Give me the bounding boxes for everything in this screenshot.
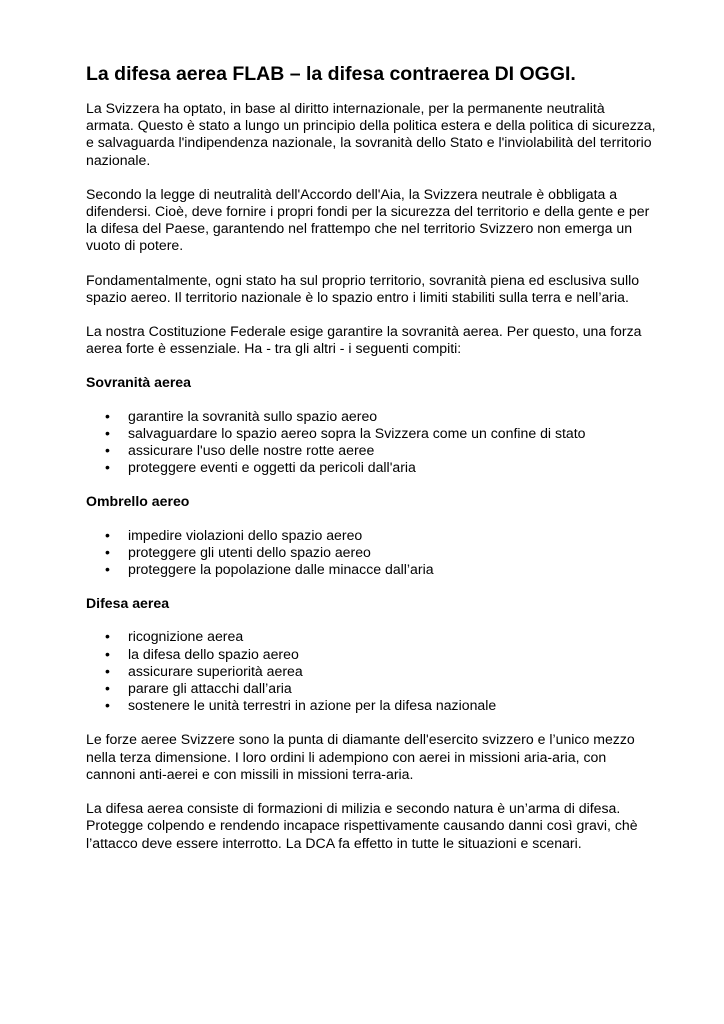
section-heading-difesa: Difesa aerea [86,595,170,612]
bullet-icon: • [105,662,110,679]
bullet-list-sovranita [86,408,656,477]
bullet-icon: • [105,543,110,560]
intro-paragraph: Secondo la legge di neutralità dell'Accordo dell'Aia, la Svizzera neutrale è obbligata a difendersi. Cioè, deve fornire i propri fondi per la sicurezza del territorio e della gente e per la difesa del Paese, garantendo nel frattempo che nel territorio Svizzero non emerga un vuoto di potere. [86,185,650,254]
closing-paragraph: La difesa aerea consiste di formazioni di milizia e secondo natura è un’arma di difesa. Protegge colpendo e rendendo incapace rispettivamente causando danni così gravi, chè l’attacco deve essere interrotto. La DCA fa effetto in tutte le situazioni e scenari. [86,800,638,851]
bullet-icon: • [105,526,110,543]
list-item-text: impedire violazioni dello spazio aereo [128,526,363,543]
list-item [86,527,656,544]
list-item-text: garantire la sovranità sullo spazio aereo [128,407,378,424]
list-item [86,646,656,663]
bullet-icon: • [105,407,110,424]
closing-paragraph: Le forze aeree Svizzere sono la punta di diamante dell'esercito svizzero e l’unico mezzo nella terza dimensione. I loro ordini li adempiono con aerei in missioni aria-aria, con cannoni anti-aerei e con missili in missioni terra-aria. [86,731,635,782]
list-item [86,628,656,645]
list-item-text: la difesa dello spazio aereo [128,645,299,662]
list-item [86,561,656,578]
document-title: La difesa aerea FLAB – la difesa contraerea DI OGGI. [86,63,576,85]
list-item-text: ricognizione aerea [128,628,244,645]
list-item [86,663,656,680]
list-item-text: parare gli attacchi dall’aria [128,680,292,697]
list-item [86,697,656,714]
bullet-list-difesa [86,628,656,714]
list-item [86,459,656,476]
bullet-icon: • [105,442,110,459]
list-item-text: salvaguardare lo spazio aereo sopra la Svizzera come un confine di stato [128,424,586,441]
intro-paragraph: Fondamentalmente, ogni stato ha sul proprio territorio, sovranità piena ed esclusiva sullo spazio aereo. Il territorio nazionale è lo spazio entro i limiti stabiliti sulla terra e nell’aria. [86,271,640,305]
document-page [86,62,656,869]
list-item [86,442,656,459]
list-item [86,425,656,442]
bullet-icon: • [105,645,110,662]
bullet-icon: • [105,459,110,476]
section-heading-ombrello: Ombrello aereo [86,493,190,510]
list-item-text: assicurare superiorità aerea [128,662,303,679]
list-item-text: proteggere eventi e oggetti da pericoli dall'aria [128,459,416,476]
list-item [86,680,656,697]
list-item-text: sostenere le unità terrestri in azione per la difesa nazionale [128,697,497,714]
list-item [86,544,656,561]
section-heading-sovranita: Sovranità aerea [86,374,191,391]
bullet-icon: • [105,424,110,441]
list-item [86,408,656,425]
bullet-icon: • [105,697,110,714]
bullet-icon: • [105,680,110,697]
bullet-icon: • [105,628,110,645]
bullet-list-ombrello [86,527,656,579]
intro-paragraph: La nostra Costituzione Federale esige garantire la sovranità aerea. Per questo, una forza aerea forte è essenziale. Ha - tra gli altri - i seguenti compiti: [86,323,642,357]
list-item-text: proteggere la popolazione dalle minacce dall’aria [128,561,434,578]
list-item-text: proteggere gli utenti dello spazio aereo [128,543,371,560]
list-item-text: assicurare l'uso delle nostre rotte aeree [128,442,375,459]
bullet-icon: • [105,561,110,578]
intro-paragraph: La Svizzera ha optato, in base al diritto internazionale, per la permanente neutralità armata. Questo è stato a lungo un principio della politica estera e della politica di sicurezza, e salvaguarda l'indipendenza nazionale, la sovranità dello Stato e l'inviolabilità del territorio nazionale. [86,100,656,168]
